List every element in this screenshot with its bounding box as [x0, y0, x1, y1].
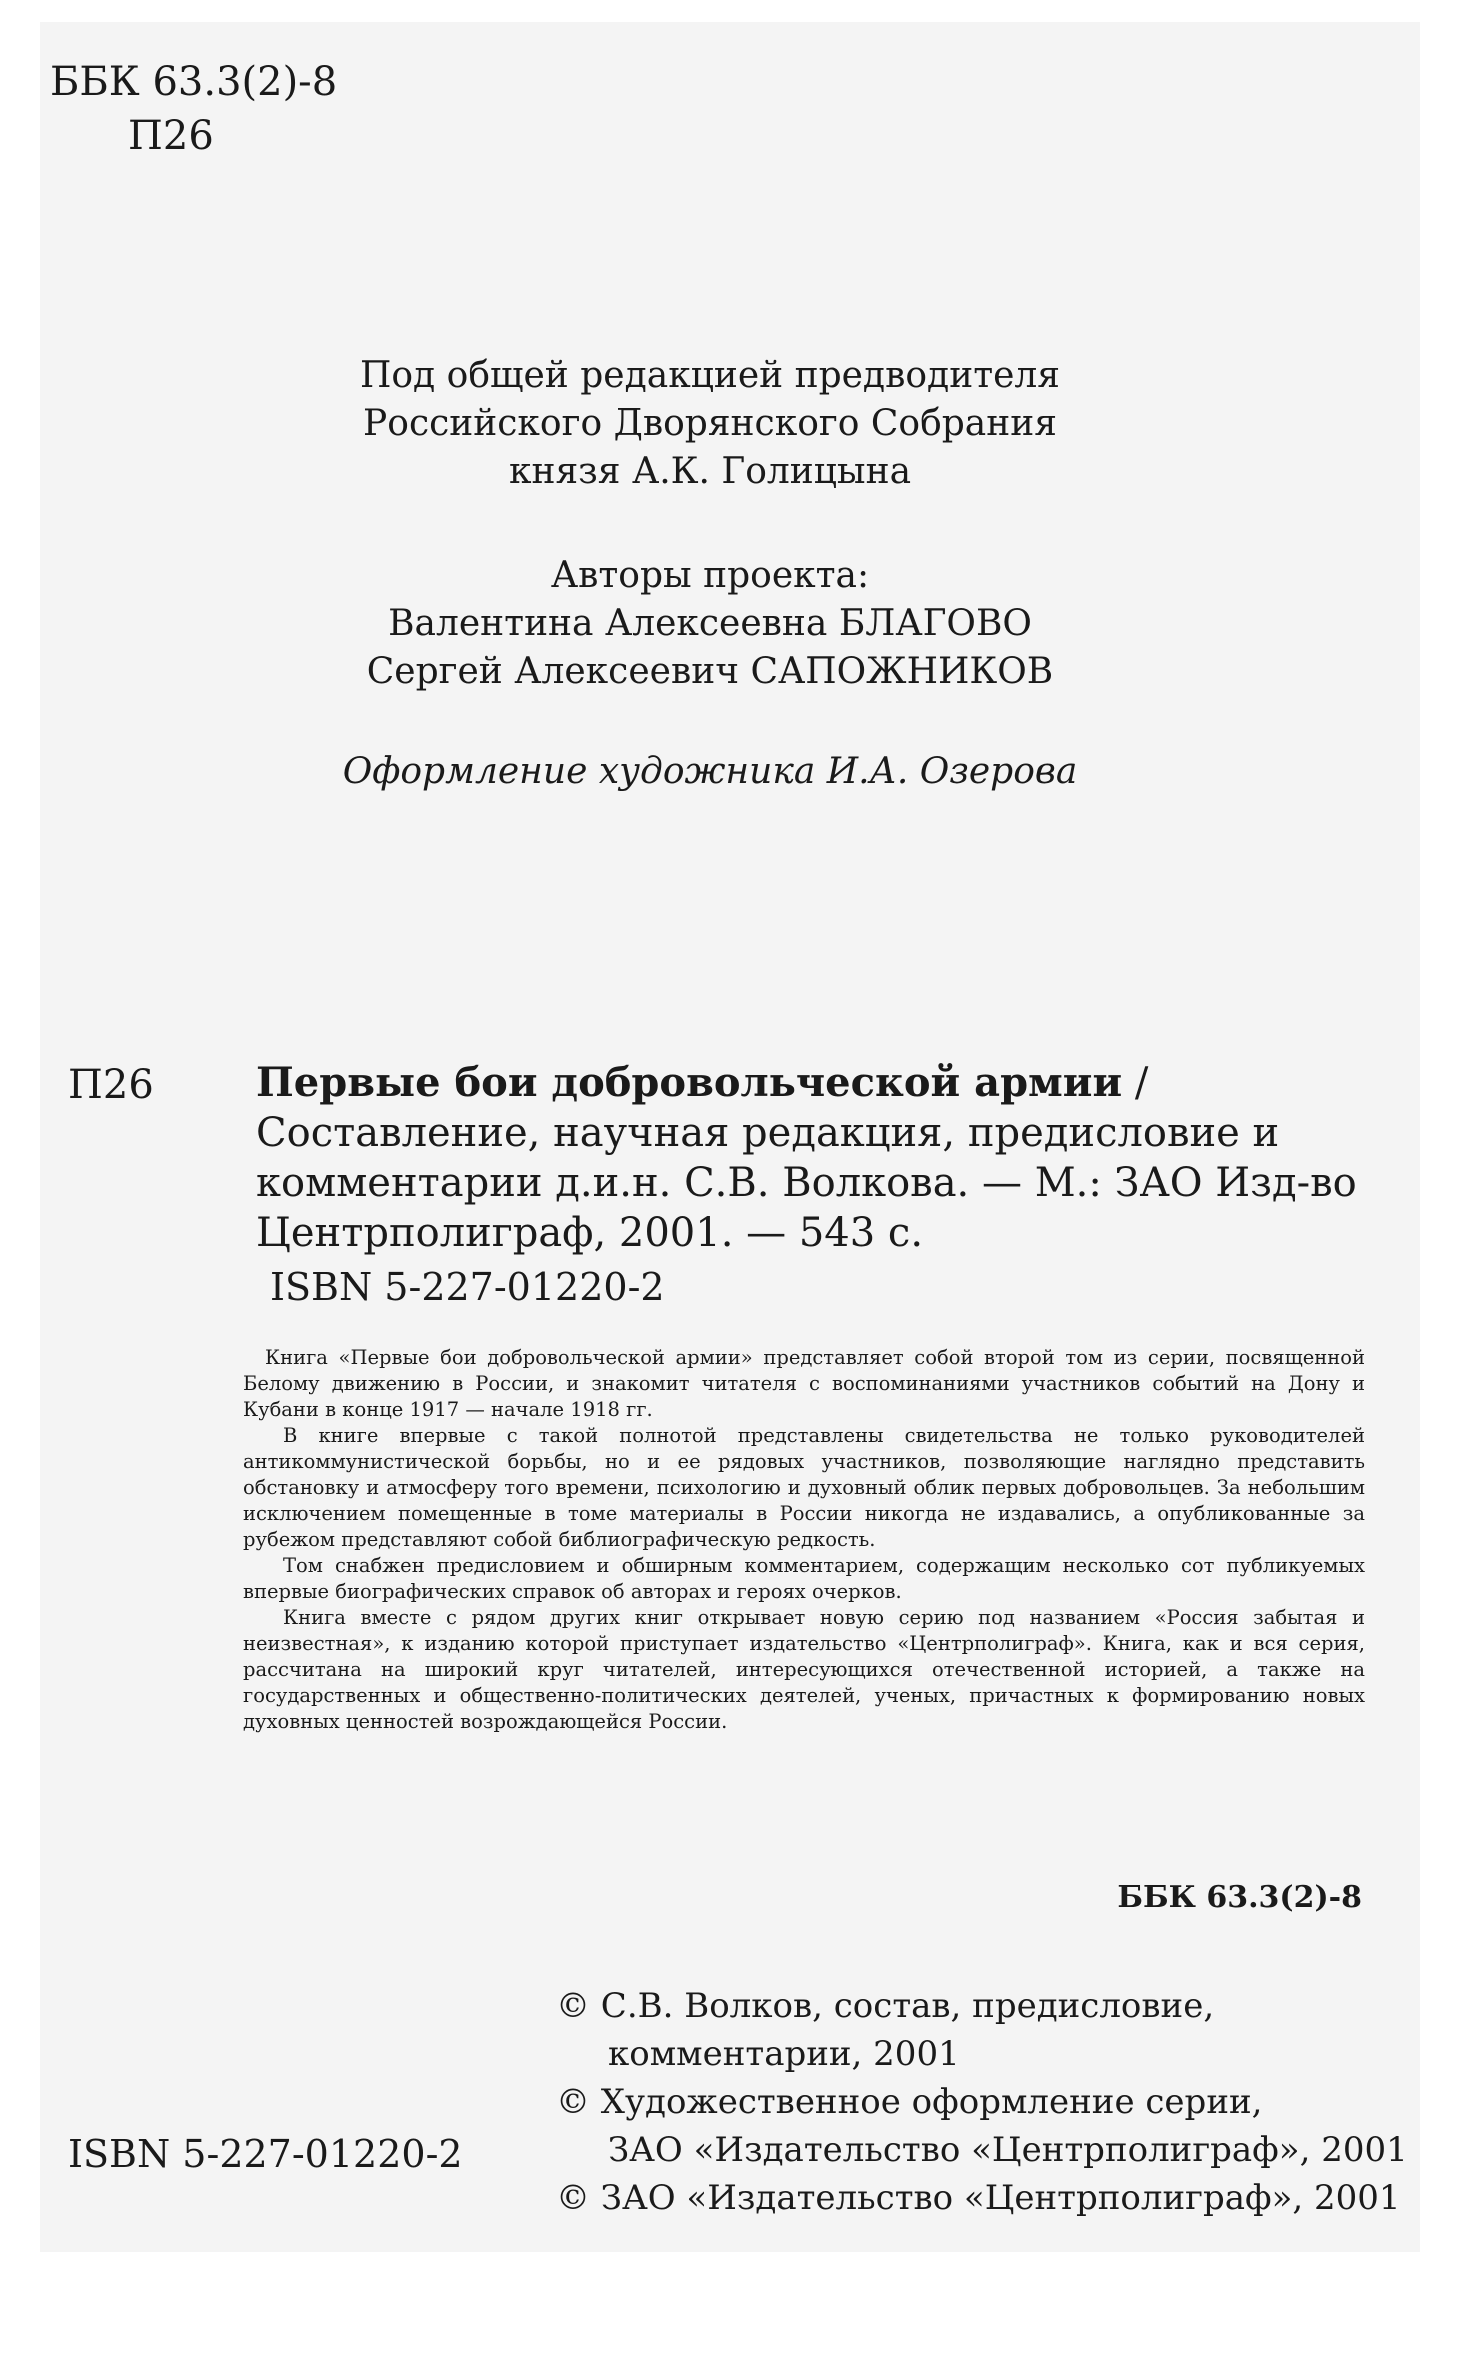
bbk-bottom: ББК 63.3(2)-8 [1117, 1880, 1362, 1915]
copyright-line: © С.В. Волков, состав, предисловие, [556, 1986, 1215, 2026]
abstract [243, 1345, 1365, 1735]
catalog-author-mark: П26 [68, 1062, 154, 1108]
abstract-paragraph: В книге впервые с такой полнотой представлены свидетельства не только руководителей антикоммунистической борьбы, но и ее рядовых участников, позволяющие наглядно представить обстановку и атмосферу того времени, психологию и духовный облик первых добровольцев. За небольшим исключением помещенные в томе материалы в России никогда не издавались, а опубликованные за рубежом представляют собой библиографическую редкость. [243, 1424, 1365, 1551]
author-mark: П26 [128, 113, 214, 159]
copyright-line: © Художественное оформление серии, [556, 2082, 1263, 2122]
editorship-line: князя А.К. Голицына [508, 451, 912, 492]
abstract-paragraph: Том снабжен предисловием и обширным комментарием, содержащим несколько сот публикуемых впервые биографических справок об авторах и героях очерков. [243, 1554, 1365, 1603]
bbk-code: ББК 63.3(2)-8 [50, 59, 338, 105]
design-credit: Оформление художника И.А. Озерова [342, 751, 1078, 792]
abstract-paragraph: Книга «Первые бои добровольческой армии» представляет собой второй том из серии, посвященной Белому движению в России, и знакомит читателя с воспоминаниями участников событий на Дону и Кубани в конце 1917 — начале 1918 гг. [243, 1346, 1365, 1421]
project-authors-block [200, 552, 1220, 696]
editorship-line: Российского Дворянского Собрания [363, 403, 1057, 444]
project-author: Валентина Алексеевна БЛАГОВО [388, 603, 1032, 644]
copyright-line: ЗАО «Издательство «Центрполиграф», 2001 [608, 2130, 1408, 2170]
copyright-block [556, 1982, 1408, 2222]
catalog-isbn: ISBN 5-227-01220-2 [270, 1265, 665, 1309]
project-authors-heading: Авторы проекта: [550, 555, 870, 596]
abstract-paragraph: Книга вместе с рядом других книг открывает новую серию под названием «Россия забытая и неизвестная», к изданию которой приступает издательство «Центрполиграф». Книга, как и вся серия, рассчитана на широкий круг читателей, интересующихся отечественной историей, а также на государственных и общественно-политических деятелей, ученых, причастных к формированию новых духовных ценностей возрождающейся России. [243, 1606, 1365, 1733]
bbk-header [50, 55, 337, 163]
copyright-line: комментарии, 2001 [608, 2034, 960, 2074]
catalog-entry [256, 1058, 1366, 1258]
copyright-line: © ЗАО «Издательство «Центрполиграф», 2001 [556, 2178, 1401, 2218]
editorship-line: Под общей редакцией предводителя [359, 355, 1060, 396]
isbn-bottom: ISBN 5-227-01220-2 [68, 2132, 463, 2176]
editorship-block [200, 352, 1220, 496]
book-title: Первые бои добровольческой армии [256, 1059, 1123, 1106]
book-details: / Составление, научная редакция, предисловие и комментарии д.и.н. С.В. Волкова. — М.: ЗАО Изд-во Центрполиграф, 2001. — 543 с. [256, 1060, 1357, 1256]
project-author: Сергей Алексеевич САПОЖНИКОВ [366, 651, 1054, 692]
